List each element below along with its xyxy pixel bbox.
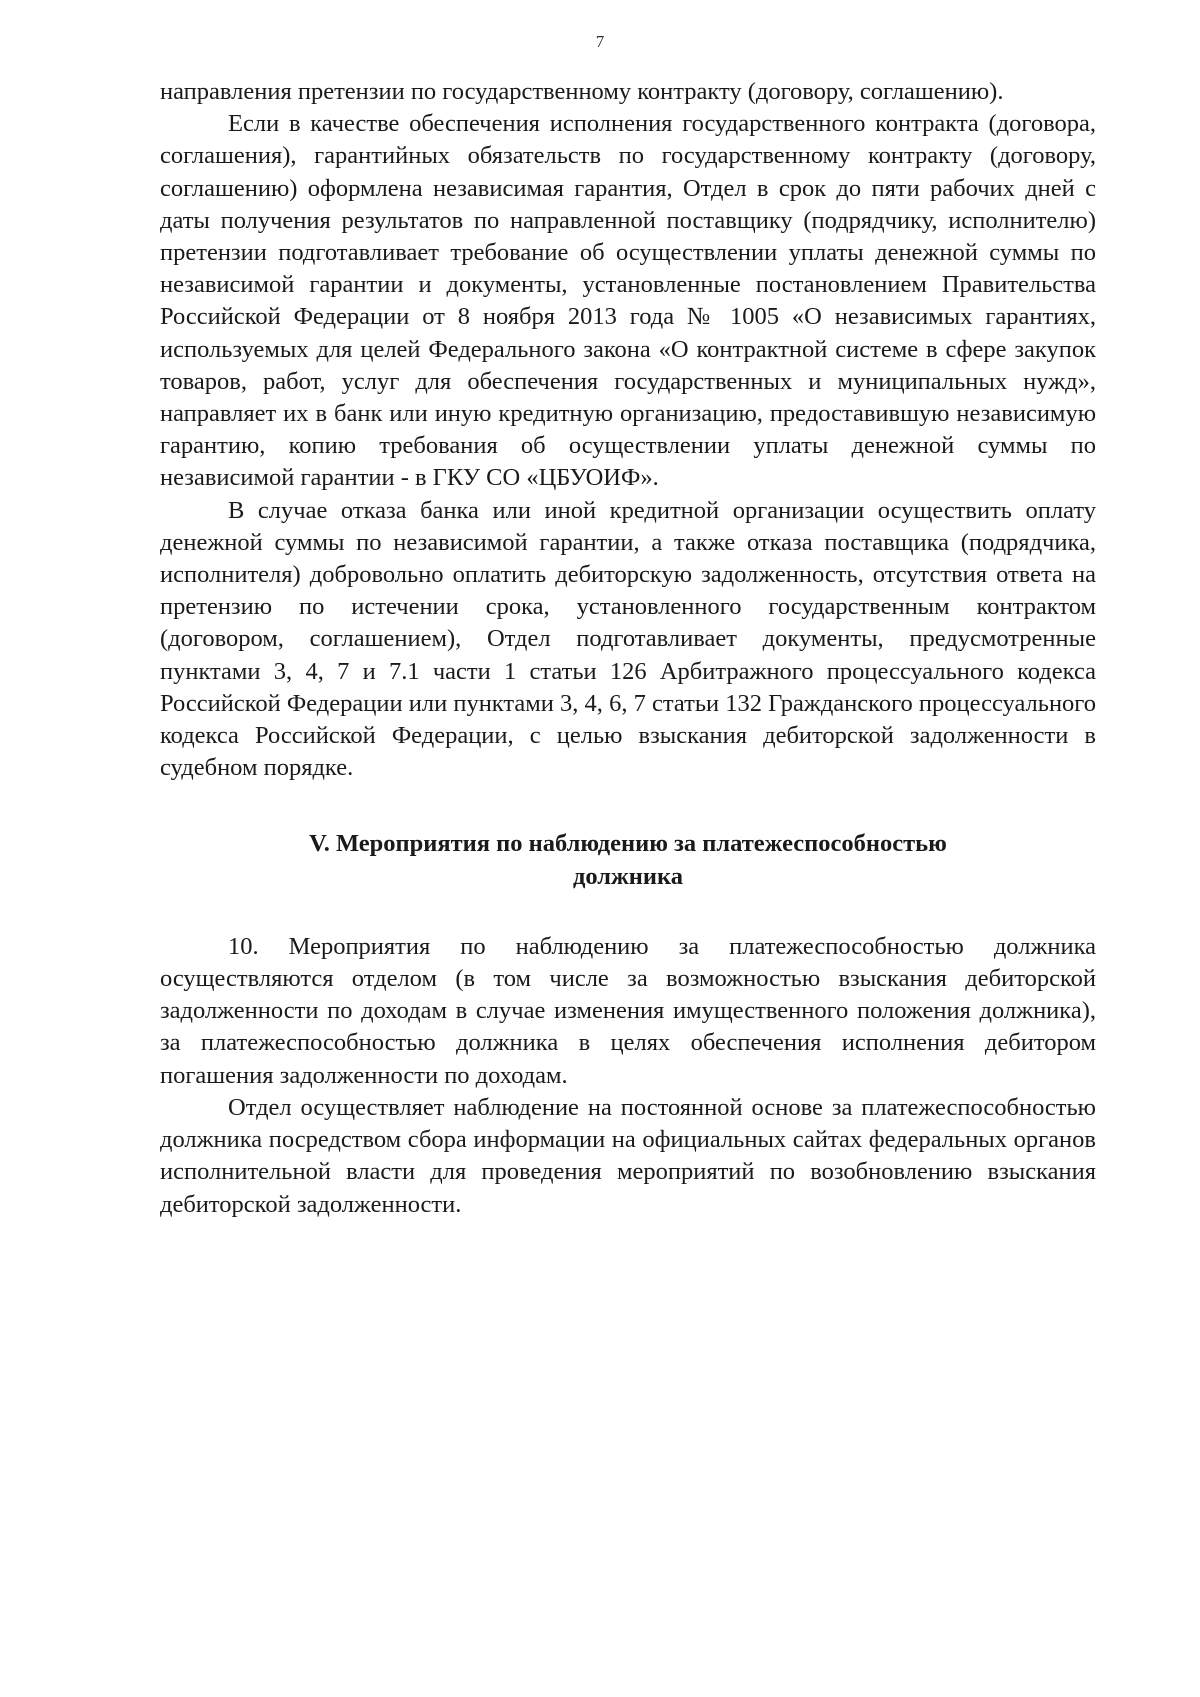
section-heading-line2: должника xyxy=(572,862,684,890)
paragraph-continuation: направления претензии по государственному контракту (договору, соглашению). xyxy=(160,78,1004,105)
paragraph-independent-guarantee: Если в качестве обеспечения исполнения государственного контракта (договора, соглашения), гарантийных обязательств по государственному контракту (договору, соглашению) оформлена независимая гарантия, Отдел в срок до пяти рабочих дней с даты получения результатов по направленной поставщику (подрядчику, исполнителю) претензии подготавливает требование об осуществлении уплаты денежной суммы по независимой гарантии и документы, установленные постановлением Правительства Российской Федерации от 8 ноября 2013 года № 1005 «О независимых гарантиях, используемых для целей Федерального закона «О контрактной системе в сфере закупок товаров, работ, услуг для обеспечения государственных и муниципальных нужд», направляет их в банк или иную кредитную организацию, предоставившую независимую гарантию, копию требования об осуществлении уплаты денежной суммы по независимой гарантии - в ГКУ СО «ЦБУОИФ». xyxy=(160,110,1096,492)
page-number: 7 xyxy=(595,32,605,51)
section-heading-line1: V. Мероприятия по наблюдению за платежеспособностью xyxy=(309,830,947,858)
paragraph-monitoring: Отдел осуществляет наблюдение на постоянной основе за платежеспособностью должника посредством сбора информации на официальных сайтах федеральных органов исполнительной власти для проведения мероприятий по возобновлению взыскания дебиторской задолженности. xyxy=(160,1093,1096,1218)
paragraph-court-recovery: В случае отказа банка или иной кредитной организации осуществить оплату денежной суммы по независимой гарантии, а также отказа поставщика (подрядчика, исполнителя) добровольно оплатить дебиторскую задолженность, отсутствия ответа на претензию по истечении срока, установленного государственным контрактом (договором, соглашением), Отдел подготавливает документы, предусмотренные пунктами 3, 4, 7 и 7.1 части 1 статьи 126 Арбитражного процессуального кодекса Российской Федерации или пунктами 3, 4, 6, 7 статьи 132 Гражданского процессуального кодекса Российской Федерации, с целью взыскания дебиторской задолженности в судебном порядке. xyxy=(160,496,1096,782)
section-heading xyxy=(160,828,1096,892)
paragraph-item-10: 10. Мероприятия по наблюдению за платежеспособностью должника осуществляются отделом (в том числе за возможностью взыскания дебиторской задолженности по доходам в случае изменения имущественного положения должника), за платежеспособностью должника в целях обеспечения исполнения дебитором погашения задолженности по доходам. xyxy=(160,932,1096,1089)
document-body xyxy=(160,76,1096,1221)
